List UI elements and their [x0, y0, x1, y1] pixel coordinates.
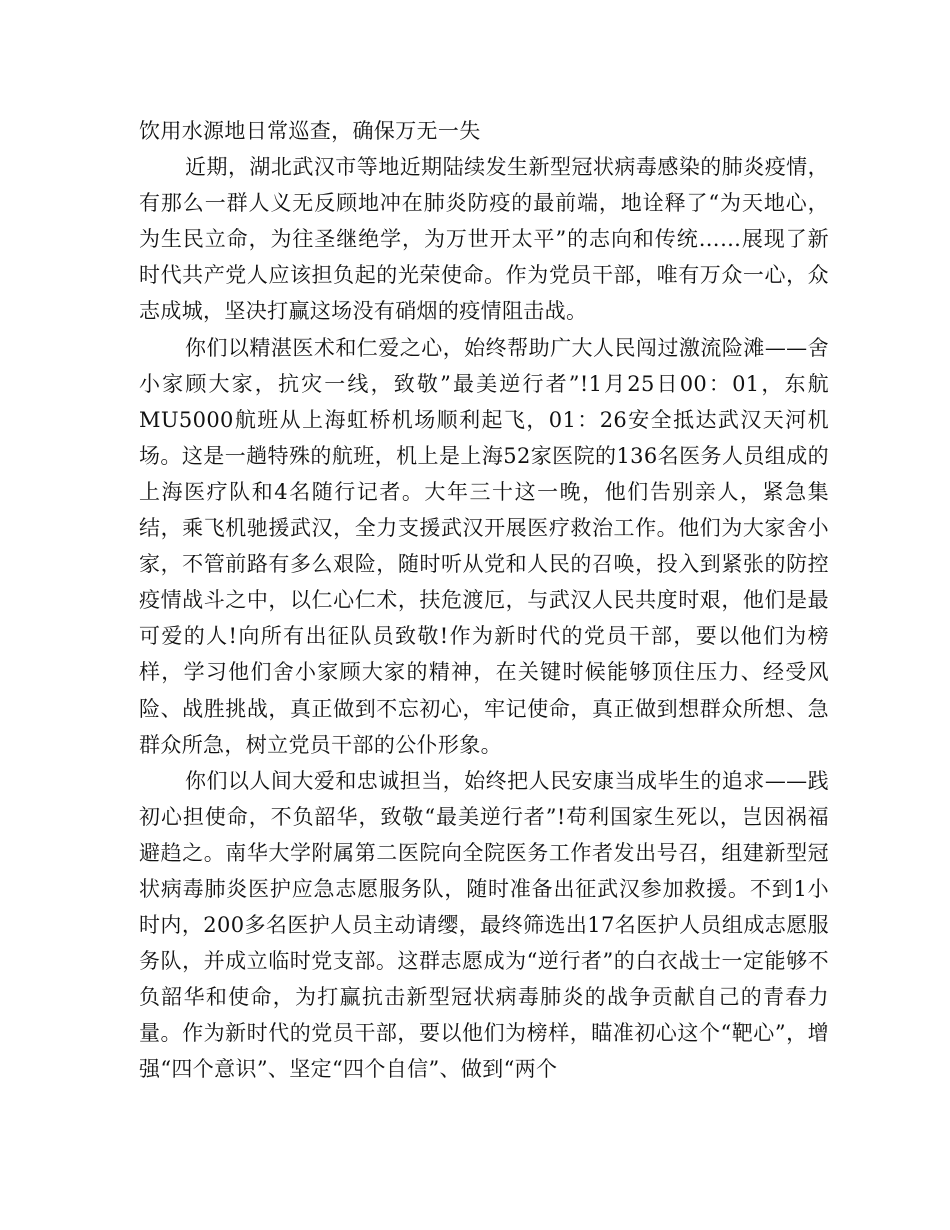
paragraph-1: 近期，湖北武汉市等地近期陆续发生新型冠状病毒感染的肺炎疫情，有那么一群人义无反顾地冲在肺炎防疫的最前端，地诠释了“为天地心，为生民立命，为往圣继绝学，为万世开太平”的志向和传统……展现了新时代共产党人应该担负起的光荣使命。作为党员干部，唯有万众一心，众志成城，坚决打赢这场没有硝烟的疫情阻击战。	[139, 155, 829, 324]
paragraph-3: 你们以人间大爱和忠诚担当，始终把人民安康当成毕生的追求——践初心担使命，不负韶华，致敬“最美逆行者”!苟利国家生死以，岂因祸福避趋之。南华大学附属第二医院向全院医务工作者发出号召，组建新型冠状病毒肺炎医护应急志愿服务队，随时准备出征武汉参加救援。不到1小时内，200多名医护人员主动请缨，最终筛选出17名医护人员组成志愿服务队，并成立临时党支部。这群志愿成为“逆行者”的白衣战士一定能够不负韶华和使命，为打赢抗击新型冠状病毒肺炎的战争贡献自己的青春力量。作为新时代的党员干部，要以他们为榜样，瞄准初心这个“靶心”，增强“四个意识”、坚定“四个自信”、做到“两个	[139, 768, 829, 1082]
document-page	[139, 113, 829, 1088]
paragraph-2: 你们以精湛医术和仁爱之心，始终帮助广大人民闯过激流险滩——舍小家顾大家，抗灾一线，致敬”最美逆行者”!1月25日00：01，东航MU5000航班从上海虹桥机场顺利起飞，01：26安全抵达武汉天河机场。这是一趟特殊的航班，机上是上海52家医院的136名医务人员组成的上海医疗队和4名随行记者。大年三十这一晚，他们告别亲人，紧急集结，乘飞机驰援武汉，全力支援武汉开展医疗救治工作。他们为大家舍小家，不管前路有多么艰险，随时听从党和人民的召唤，投入到紧张的防控疫情战斗之中，以仁心仁术，扶危渡厄，与武汉人民共度时艰，他们是最可爱的人!向所有出征队员致敬!作为新时代的党员干部，要以他们为榜样，学习他们舍小家顾大家的精神，在关键时候能够顶住压力、经受风险、战胜挑战，真正做到不忘初心，牢记使命，真正做到想群众所想、急群众所急，树立党员干部的公仆形象。	[139, 335, 829, 757]
heading-line: 饮用水源地日常巡查，确保万无一失	[139, 119, 481, 143]
